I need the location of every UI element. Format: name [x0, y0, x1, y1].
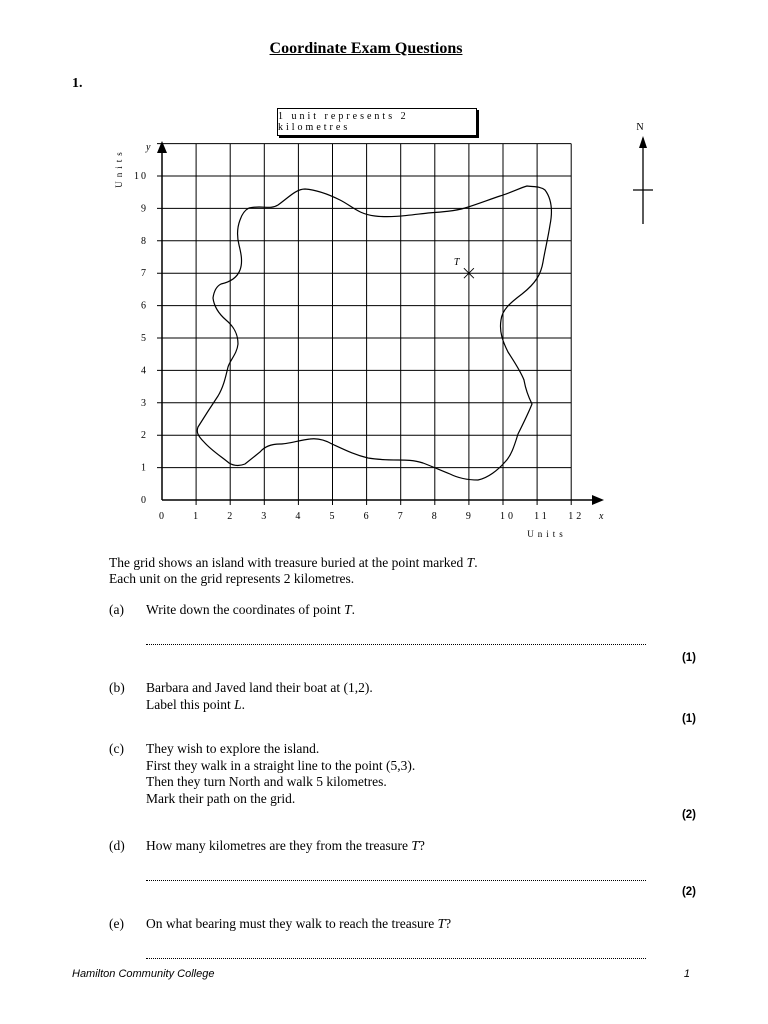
treasure-marker — [454, 257, 474, 278]
question-number: 1. — [72, 76, 83, 91]
part-a-marks: (1) — [681, 652, 696, 664]
y-tick-label: 2 — [141, 430, 148, 442]
y-tick-label: 9 — [141, 203, 148, 215]
north-label: N — [636, 122, 644, 133]
x-tick-label: 2 — [227, 511, 236, 522]
y-tick-labels — [134, 171, 148, 506]
part-b-text: Barbara and Javed land their boat at (1,2). Label this point L. — [146, 680, 373, 712]
part-d-label: (d) — [109, 838, 125, 853]
x-tick-label: 7 — [397, 511, 406, 522]
treasure-label: T — [453, 257, 460, 269]
intro-text — [109, 555, 478, 587]
x-axis-arrow-icon — [592, 495, 604, 505]
x-tick-label: 10 — [500, 511, 516, 522]
intro-line-2: Each unit on the grid represents 2 kilometres. — [109, 571, 355, 586]
island-outline — [197, 186, 551, 480]
footer-college: Hamilton Community College — [72, 968, 215, 980]
part-a-text: Write down the coordinates of point T. — [146, 602, 356, 617]
x-tick-labels — [159, 511, 584, 522]
part-c-marks: (2) — [681, 809, 696, 821]
y-tick-label: 5 — [141, 333, 148, 344]
y-tick-label: 0 — [141, 495, 148, 506]
part-d-text: How many kilometres are they from the treasure T? — [146, 838, 425, 853]
x-tick-label: 5 — [329, 511, 338, 522]
x-tick-label: 4 — [295, 511, 304, 522]
x-tick-label: 9 — [465, 511, 474, 522]
y-tick-label: 10 — [134, 171, 148, 182]
y-tick-label: 6 — [141, 300, 148, 312]
part-a-label: (a) — [109, 602, 124, 617]
x-axis-title: Units — [527, 529, 567, 539]
x-tick-label: 8 — [431, 511, 440, 522]
part-c-label: (c) — [109, 741, 124, 756]
intro-line-1: The grid shows an island with treasure buried at the point marked T. — [109, 555, 478, 570]
part-d-marks: (2) — [681, 886, 696, 898]
x-tick-label: 0 — [159, 511, 167, 522]
x-tick-label: 11 — [534, 511, 550, 522]
grid-lines — [157, 144, 571, 505]
y-axis-title: Units — [114, 148, 124, 188]
scale-note: 1 unit represents 2 kilometres — [278, 111, 409, 133]
part-e-answer-line[interactable] — [146, 957, 646, 959]
y-axis-letter: y — [146, 142, 151, 153]
part-d-answer-line[interactable] — [146, 879, 646, 881]
x-tick-label: 6 — [363, 511, 372, 522]
y-axis-arrow-icon — [157, 141, 167, 153]
x-tick-label: 1 — [193, 511, 202, 522]
x-tick-label: 12 — [568, 511, 585, 522]
part-e-label: (e) — [109, 916, 124, 931]
y-tick-label: 8 — [141, 235, 148, 247]
y-tick-label: 1 — [141, 462, 148, 474]
x-axis-letter: x — [599, 511, 604, 522]
part-c-text: They wish to explore the island. First they walk in a straight line to the point (5,3). Then they turn North and walk 5 kilometres. Mark their path on the grid. — [146, 741, 416, 806]
y-tick-label: 4 — [141, 365, 148, 377]
y-tick-label: 7 — [141, 268, 148, 280]
part-a-answer-line[interactable] — [146, 643, 646, 645]
y-tick-label: 3 — [141, 397, 148, 409]
footer-page-number: 1 — [683, 968, 690, 980]
part-e-text: On what bearing must they walk to reach the treasure T? — [146, 916, 452, 931]
x-tick-label: 3 — [261, 511, 270, 522]
page-title: Coordinate Exam Questions — [269, 40, 463, 57]
part-b-label: (b) — [109, 680, 125, 695]
part-b-marks: (1) — [681, 713, 696, 725]
